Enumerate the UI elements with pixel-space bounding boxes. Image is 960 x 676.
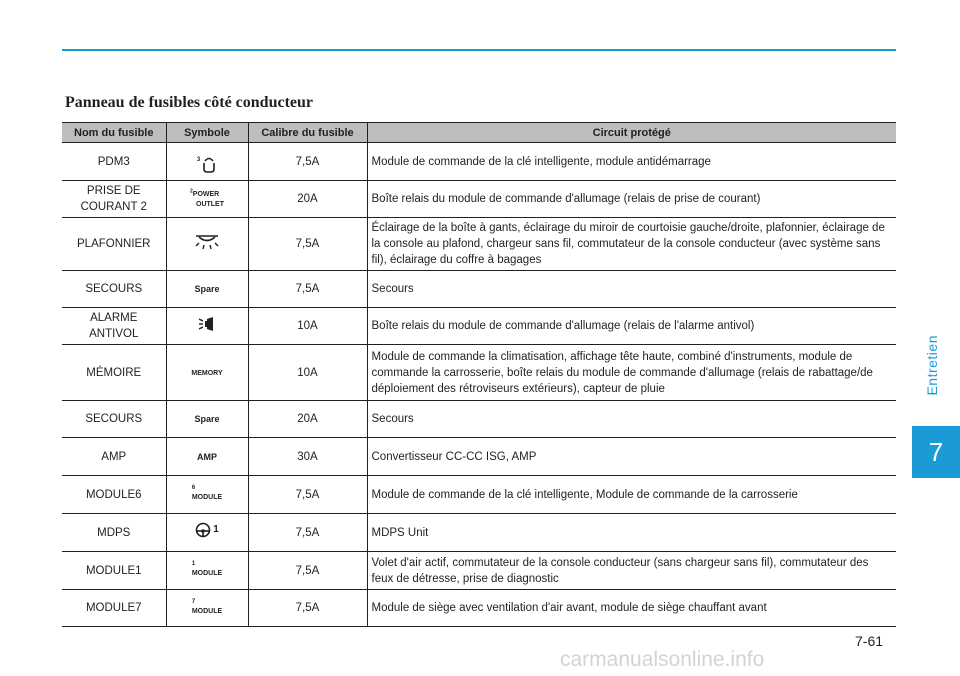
- alarm-horn-icon: [198, 316, 216, 332]
- table-row: [62, 590, 896, 627]
- fuse-name: MODULE1: [62, 552, 166, 590]
- symbol-text: Spare: [194, 284, 220, 294]
- fuse-circuit: Boîte relais du module de commande d'allumage (relais de l'alarme antivol): [367, 308, 896, 345]
- fuse-circuit: Module de commande la climatisation, affichage tête haute, combiné d'instruments, module de commande la carrosserie, boîte relais du module de commande d'allumage (relais de rabattage/de déploiement des rétroviseurs extérieurs), capteur de pluie: [367, 345, 896, 401]
- table-row: [62, 308, 896, 345]
- fuse-name: SECOURS: [62, 271, 166, 308]
- fuse-rating: 7,5A: [248, 143, 367, 181]
- symbol-superscript: 6: [191, 485, 196, 491]
- page-number: 7-61: [855, 633, 884, 649]
- chapter-number-tab: 7: [912, 426, 960, 478]
- fuse-circuit: Convertisseur CC-CC ISG, AMP: [367, 438, 896, 476]
- table-row: [62, 218, 896, 271]
- symbol-text-2: OUTLET: [196, 200, 224, 208]
- symbol-superscript: 2: [190, 188, 193, 195]
- dome-light-icon: [193, 234, 221, 250]
- section-title: Panneau de fusibles côté conducteur: [65, 94, 313, 111]
- fuse-symbol: [166, 218, 248, 271]
- fuse-rating: 10A: [248, 308, 367, 345]
- fuse-rating: 30A: [248, 438, 367, 476]
- fuse-circuit: Secours: [367, 401, 896, 438]
- table-row: [62, 271, 896, 308]
- fuse-name-text: PRISE DE COURANT 2: [80, 185, 147, 213]
- fuse-circuit: Volet d'air actif, commutateur de la console conducteur (sans chargeur sans fil), commutateur des feux de détresse, prise de diagnostic: [367, 552, 896, 590]
- fuse-name: PLAFONNIER: [62, 218, 166, 271]
- table-row: [62, 552, 896, 590]
- fuse-circuit: Module de commande de la clé intelligente, module antidémarrage: [367, 143, 896, 181]
- fuse-name: MODULE7: [62, 590, 166, 627]
- fuse-circuit: Module de commande de la clé intelligente, Module de commande de la carrosserie: [367, 476, 896, 514]
- symbol-text: AMP: [197, 451, 217, 462]
- fuse-symbol: [166, 590, 248, 627]
- header-circuit: Circuit protégé: [367, 123, 896, 143]
- table-row: [62, 345, 896, 401]
- symbol-suffix: 1: [213, 524, 219, 535]
- key-icon: [201, 157, 217, 174]
- fuse-circuit: Éclairage de la boîte à gants, éclairage du miroir de courtoisie gauche/droite, plafonnier, éclairage de la console au plafond, chargeur sans fil, commutateur de la console conducteur (avec système sans fil), éclairage du coffre à bagages: [367, 218, 896, 271]
- fuse-rating: 7,5A: [248, 476, 367, 514]
- table-row: [62, 143, 896, 181]
- fuse-name: SECOURS: [62, 401, 166, 438]
- symbol-text: POWER: [192, 190, 220, 198]
- symbol-text: MODULE: [191, 570, 223, 577]
- fuse-name: [62, 308, 166, 345]
- symbol-text: MEMORY: [191, 369, 223, 377]
- fuse-name: [62, 181, 166, 218]
- top-rule: [62, 49, 896, 51]
- fuse-symbol: [166, 514, 248, 552]
- symbol-superscript: 3: [196, 156, 201, 163]
- fuse-symbol: [166, 143, 248, 181]
- fuse-circuit: MDPS Unit: [367, 514, 896, 552]
- fuse-rating: 7,5A: [248, 552, 367, 590]
- fuse-symbol: [166, 401, 248, 438]
- header-symbol: Symbole: [166, 123, 248, 143]
- table-row: [62, 514, 896, 552]
- fuse-rating: 7,5A: [248, 590, 367, 627]
- fuse-symbol: [166, 438, 248, 476]
- fuse-symbol: [166, 181, 248, 218]
- fuse-name: MÉMOIRE: [62, 345, 166, 401]
- fuse-table: [62, 122, 896, 627]
- table-row: [62, 476, 896, 514]
- symbol-text: MODULE: [191, 607, 223, 615]
- table-row: [62, 181, 896, 218]
- symbol-text: MODULE: [191, 494, 223, 501]
- fuse-name: MDPS: [62, 514, 166, 552]
- steering-wheel-icon: [195, 522, 211, 538]
- fuse-rating: 7,5A: [248, 218, 367, 271]
- watermark: carmanualsonline.info: [560, 648, 765, 671]
- fuse-name: AMP: [62, 438, 166, 476]
- fuse-circuit: Boîte relais du module de commande d'allumage (relais de prise de courant): [367, 181, 896, 218]
- fuse-symbol: [166, 308, 248, 345]
- fuse-rating: 20A: [248, 401, 367, 438]
- fuse-symbol: [166, 476, 248, 514]
- chapter-side-label: [908, 305, 956, 425]
- fuse-name: PDM3: [62, 143, 166, 181]
- symbol-superscript: 7: [191, 598, 196, 605]
- fuse-name-text: ALARME ANTIVOL: [89, 312, 139, 340]
- fuse-symbol: [166, 345, 248, 401]
- symbol-superscript: 1: [191, 561, 196, 567]
- fuse-circuit: Module de siège avec ventilation d'air avant, module de siège chauffant avant: [367, 590, 896, 627]
- fuse-circuit: Secours: [367, 271, 896, 308]
- fuse-symbol: [166, 552, 248, 590]
- symbol-text: Spare: [194, 414, 220, 424]
- fuse-rating: 7,5A: [248, 271, 367, 308]
- fuse-name: MODULE6: [62, 476, 166, 514]
- fuse-rating: 20A: [248, 181, 367, 218]
- fuse-rating: 7,5A: [248, 514, 367, 552]
- fuse-rating: 10A: [248, 345, 367, 401]
- header-fuse-name: Nom du fusible: [62, 123, 166, 143]
- chapter-label-text: Entretien: [924, 334, 940, 396]
- table-row: [62, 401, 896, 438]
- header-rating: Calibre du fusible: [248, 123, 367, 143]
- table-header-row: [62, 123, 896, 143]
- table-row: [62, 438, 896, 476]
- fuse-symbol: [166, 271, 248, 308]
